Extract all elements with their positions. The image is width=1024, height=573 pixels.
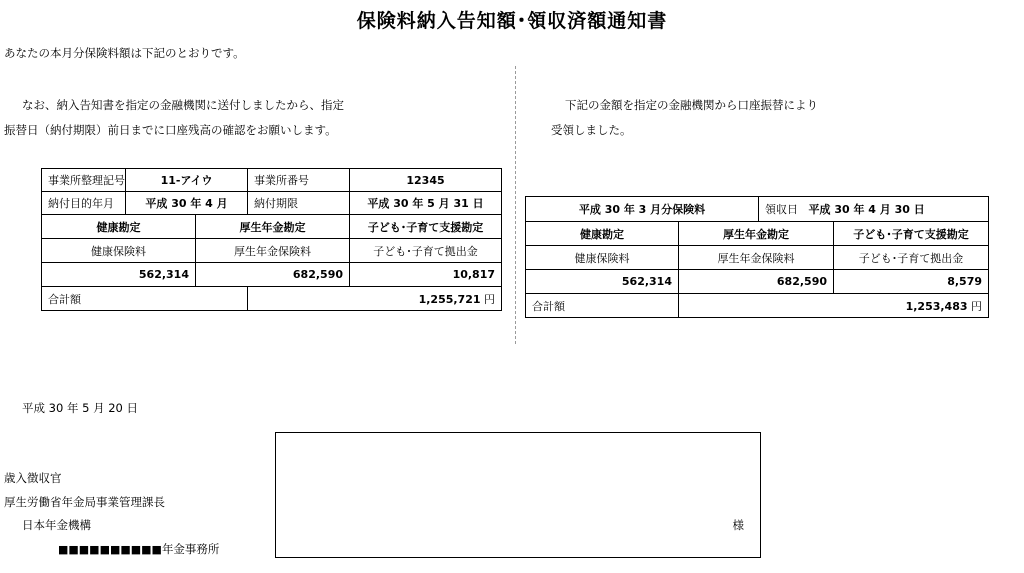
- target-month-label: 納付目的年月: [42, 192, 126, 215]
- deadline-value: 平成 30 年 5 月 31 日: [350, 192, 502, 215]
- target-month-value: 平成 30 年 4 月: [126, 192, 248, 215]
- document-title: 保険料納入告知額･領収済額通知書: [356, 10, 668, 32]
- amount-health: 562,314: [526, 270, 679, 294]
- amount-childcare: 10,817: [350, 263, 502, 287]
- total-label: 合計額: [526, 294, 679, 318]
- header-pension: 厚生年金勘定: [679, 222, 834, 246]
- total-value: 1,253,483: [905, 299, 968, 313]
- amount-pension: 682,590: [196, 263, 350, 287]
- office-ref-label: 事業所整理記号: [42, 169, 126, 192]
- header-health: 健康勘定: [526, 222, 679, 246]
- header-childcare: 子ども･子育て支援勘定: [834, 222, 989, 246]
- header-pension: 厚生年金勘定: [196, 215, 350, 239]
- office-no-value: 12345: [350, 169, 502, 192]
- total-currency: 円: [484, 292, 496, 306]
- issue-date: 平成 30 年 5 月 20 日: [22, 401, 139, 415]
- office-no-label: 事業所番号: [248, 169, 350, 192]
- deadline-label: 納付期限: [248, 192, 350, 215]
- right-receipt-table: [525, 196, 989, 318]
- sub-pension: 厚生年金保険料: [196, 239, 350, 263]
- office-suffix: 年金事務所: [161, 542, 220, 556]
- office-name-mask: ■■■■■■■■■■: [58, 543, 162, 556]
- issuer-line1: 歳入徴収官: [4, 471, 62, 485]
- header-childcare: 子ども･子育て支援勘定: [350, 215, 502, 239]
- amount-health: 562,314: [42, 263, 196, 287]
- issuer-office: [58, 541, 219, 557]
- received-label: 領収日: [765, 203, 799, 216]
- sub-childcare: 子ども･子育て拠出金: [834, 246, 989, 270]
- left-note-line1: なお、納入告知書を指定の金融機関に送付しましたから、指定: [22, 98, 344, 112]
- receipt-period: 平成 30 年 3 月分保険料: [526, 197, 759, 222]
- total-label: 合計額: [42, 287, 248, 311]
- amount-pension: 682,590: [679, 270, 834, 294]
- header-health: 健康勘定: [42, 215, 196, 239]
- issuer-line3: 日本年金機構: [22, 518, 91, 532]
- issuer-line2: 厚生労働省年金局事業管理課長: [4, 495, 165, 509]
- received-value: 平成 30 年 4 月 30 日: [808, 203, 925, 216]
- total-value: 1,255,721: [418, 292, 481, 306]
- left-notice-table: [41, 168, 502, 311]
- received-date-cell: [759, 197, 989, 222]
- right-note-line1: 下記の金額を指定の金融機関から口座振替により: [565, 98, 818, 112]
- amount-childcare: 8,579: [834, 270, 989, 294]
- intro-text: あなたの本月分保険料額は下記のとおりです。: [4, 46, 245, 60]
- sub-pension: 厚生年金保険料: [679, 246, 834, 270]
- left-note-line2: 振替日（納付期限）前日までに口座残高の確認をお願いします。: [4, 123, 337, 137]
- center-divider: [515, 66, 516, 344]
- sub-childcare: 子ども･子育て拠出金: [350, 239, 502, 263]
- total-amount: [248, 287, 502, 311]
- office-ref-value: 11-アイウ: [126, 169, 248, 192]
- total-amount: [679, 294, 989, 318]
- right-note-line2: 受領しました。: [551, 123, 632, 137]
- total-currency: 円: [971, 299, 983, 313]
- addressee-box: [275, 432, 761, 558]
- honorific: 様: [732, 518, 744, 532]
- sub-health: 健康保険料: [526, 246, 679, 270]
- sub-health: 健康保険料: [42, 239, 196, 263]
